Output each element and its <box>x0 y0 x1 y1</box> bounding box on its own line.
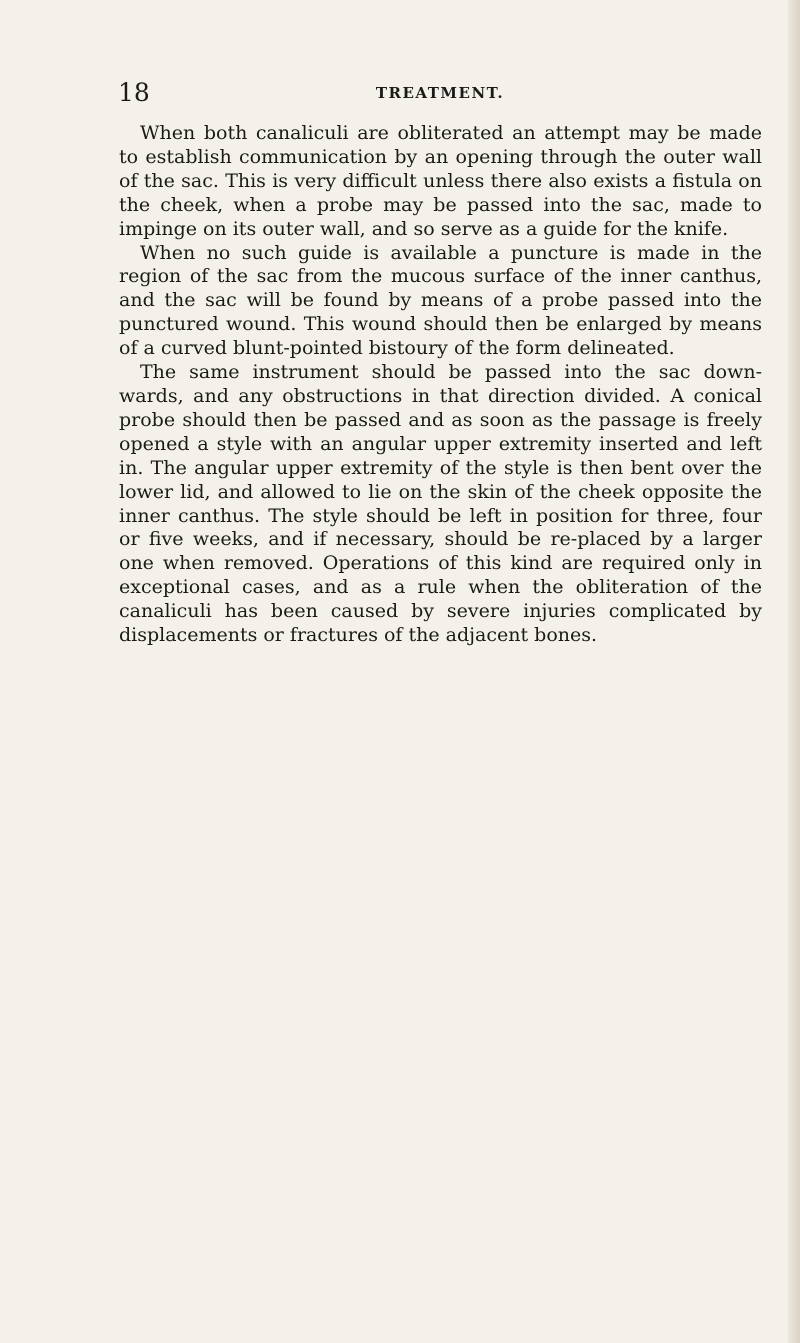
body-text <box>119 122 762 648</box>
paragraph-2: When no such guide is available a puncture is made in the region of the sac from the mucous surface of the inner canthus, and the sac will be found by means of a probe passed into the punctured wound. This wound should then be enlarged by means of a curved blunt-pointed bistoury of the form delineated. <box>119 241 762 360</box>
page-number: 18 <box>118 78 150 107</box>
page-edge <box>788 0 800 1343</box>
page-header <box>118 78 762 108</box>
paragraph-1: When both canaliculi are obliterated an attempt may be made to establish communication by an opening through the outer wall of the sac. This is very difficult unless there also exists a fistula on the cheek, when a probe may be passed into the sac, made to impinge on its outer wall, and so serve as a guide for the knife. <box>119 122 762 240</box>
running-head: TREATMENT. <box>375 84 505 102</box>
paragraph-3: The same instrument should be passed into the sac down-wards, and any obstructions in that direction divided. A conical probe should then be passed and as soon as the passage is freely opened a style with an angular upper extremity inserted and left in. The angular upper extremity of the style is then bent over the lower lid, and allowed to lie on the skin of the cheek opposite the inner canthus. The style should be left in position for three, four or five weeks, and if necessary, should be re-placed by a larger one when removed. Operations of this kind are required only in exceptional cases, and as a rule when the obliteration of the canaliculi has been caused by severe injuries complicated by displacements or fractures of the adjacent bones. <box>119 361 762 647</box>
